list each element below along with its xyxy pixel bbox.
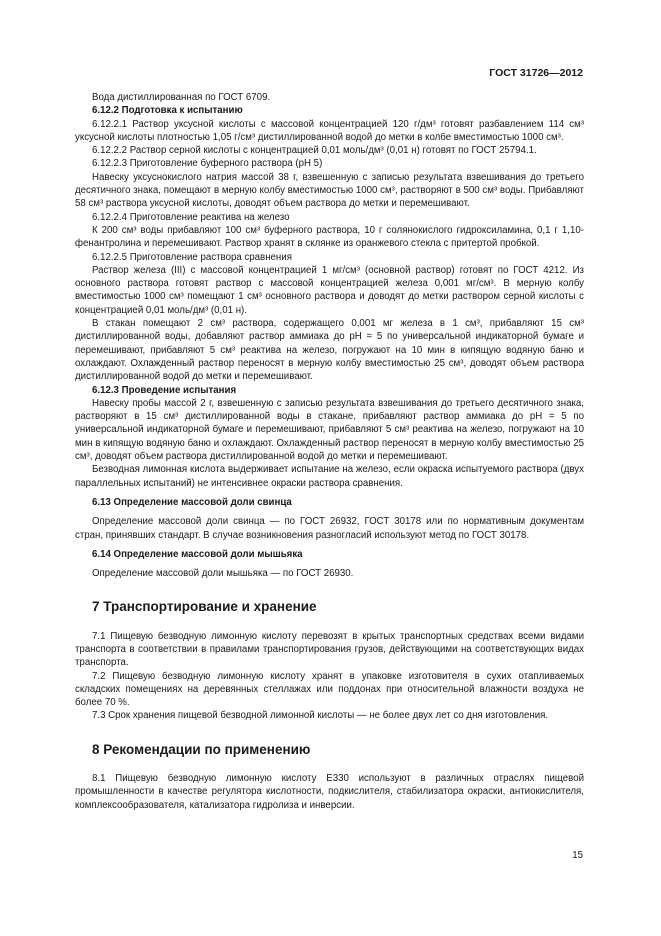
paragraph: 6.12.2.5 Приготовление раствора сравнения bbox=[92, 251, 292, 263]
page-content bbox=[75, 91, 584, 812]
section-6-13-title: 6.13 Определение массовой доли свинца bbox=[92, 496, 292, 508]
section-6-14-title: 6.14 Определение массовой доли мышьяка bbox=[92, 548, 303, 560]
section-6-13-text: Определение массовой доли свинца — по ГОСТ 26932, ГОСТ 30178 или по нормативным документам стран, принявших стандарт. В случае возникновения разногласий используют метод по ГОСТ 30178. bbox=[75, 516, 584, 541]
section-8-title: 8 Рекомендации по применению bbox=[92, 741, 311, 757]
section-6-14-text: Определение массовой доли мышьяка — по ГОСТ 26930. bbox=[92, 568, 354, 580]
page-number: 15 bbox=[572, 850, 583, 861]
subsection-heading: 6.12.2 Подготовка к испытанию bbox=[92, 105, 243, 117]
paragraph: 6.12.2.2 Раствор серной кислоты с концентрацией 0,01 моль/дм³ (0,01 н) готовят по ГОСТ 25794.1. bbox=[92, 145, 537, 157]
paragraph: 6.12.2.3 Приготовление буферного раствора (рН 5) bbox=[92, 158, 323, 170]
subsection-heading: 6.12.3 Проведение испытания bbox=[92, 384, 237, 396]
paragraph: 6.12.2.1 Раствор уксусной кислоты с массовой концентрацией 120 г/дм³ готовят разбавлением 114 см³ уксусной кислоты плотностью 1,05 г/см³ дистиллированной водой до метки в колбе вместимостью 1000 см³. bbox=[75, 118, 584, 143]
section-7-3: 7.3 Срок хранения пищевой безводной лимонной кислоты — не более двух лет со дня изготовления. bbox=[92, 710, 549, 722]
paragraph: 6.12.2.4 Приготовление реактива на железо bbox=[92, 211, 290, 223]
section-7-1: 7.1 Пищевую безводную лимонную кислоту перевозят в крытых транспортных средствах всеми видами транспорта в соответствии в правилами транспортирования грузов, действующими на соответствующих видах транспорта. bbox=[75, 630, 584, 669]
section-7-2: 7.2 Пищевую безводную лимонную кислоту хранят в упаковке изготовителя в сухих отапливаемых складских помещениях на деревянных стеллажах или поддонах при относительной влажности воздуха не более 70 %. bbox=[75, 670, 584, 709]
section-8-1: 8.1 Пищевую безводную лимонную кислоту Е330 используют в различных отраслях пищевой промышленности в качестве регулятора кислотности, подкислителя, стабилизатора окраски, антиокислителя, комплексообразователя, катализатора гидролиза и инверсии. bbox=[75, 773, 584, 811]
paragraph: В стакан помещают 2 см³ раствора, содержащего 0,001 мг железа в 1 см³, прибавляют 15 см³ дистиллированной воды, добавляют раствор аммиака до рН = 5 по универсальной индикаторной бумаге и перемешивают, прибавляют 5 см³ реактива на железо, погружают на 10 мин в кипящую водяную баню и охлаждают. Охлажденный раствор переносят в мерную колбу вместимостью 25 см³, доводят объем раствора дистиллированной водой до метки и перемешивают. bbox=[75, 318, 584, 383]
section-7-title: 7 Транспортирование и хранение bbox=[92, 599, 317, 615]
paragraph: Вода дистиллированная по ГОСТ 6709. bbox=[92, 92, 271, 103]
paragraph: К 200 см³ воды прибавляют 100 см³ буферного раствора, 10 г солянокислого гидроксиламина, 0,1 г 1,10-фенантролина и перемешивают. Раствор хранят в склянке из оранжевого стекла с притертой пробкой. bbox=[75, 224, 584, 250]
paragraph: Навеску уксуснокислого натрия массой 38 г, взвешенную с записью результата взвешивания до третьего десятичного знака, помещают в мерную колбу вместимостью 1000 см³, растворяют в 500 см³ воды. Прибавляют 58 см³ раствора уксусной кислоты, доводят объем раствора до метки и перемешивают. bbox=[75, 171, 584, 210]
paragraph: Безводная лимонная кислота выдерживает испытание на железо, если окраска испытуемого раствора (двух параллельных испытаний) не интенсивнее окраски раствора сравнения. bbox=[75, 464, 584, 489]
document-id: ГОСТ 31726—2012 bbox=[489, 67, 583, 79]
paragraph: Навеску пробы массой 2 г, взвешенную с записью результата взвешивания до третьего десятичного знака, растворяют в 15 см³ дистиллированной воды в стакане, прибавляют раствор аммиака до рН = 5 по универсальной индикаторной бумаге и перемешивают, прибавляют 5 см³ реактива на железо, погружают на 10 мин в кипящую водяную баню и охлаждают. Охлажденный раствор переносят в мерную колбу вместимостью 25 см³, доводят объем раствора дистиллированной водой до метки и перемешивают. bbox=[75, 397, 584, 463]
paragraph: Раствор железа (III) с массовой концентрацией 1 мг/см³ (основной раствор) готовят по ГОСТ 4212. Из основного раствора готовят раствор с массовой концентрацией железа 0,001 мг/см³. В мерную колбу вместимостью 1000 см³ помещают 1 см³ основного раствора и доводят до метки раствором серной кислоты с концентрацией 0,01 моль/дм³ (0,01 н). bbox=[75, 264, 584, 316]
